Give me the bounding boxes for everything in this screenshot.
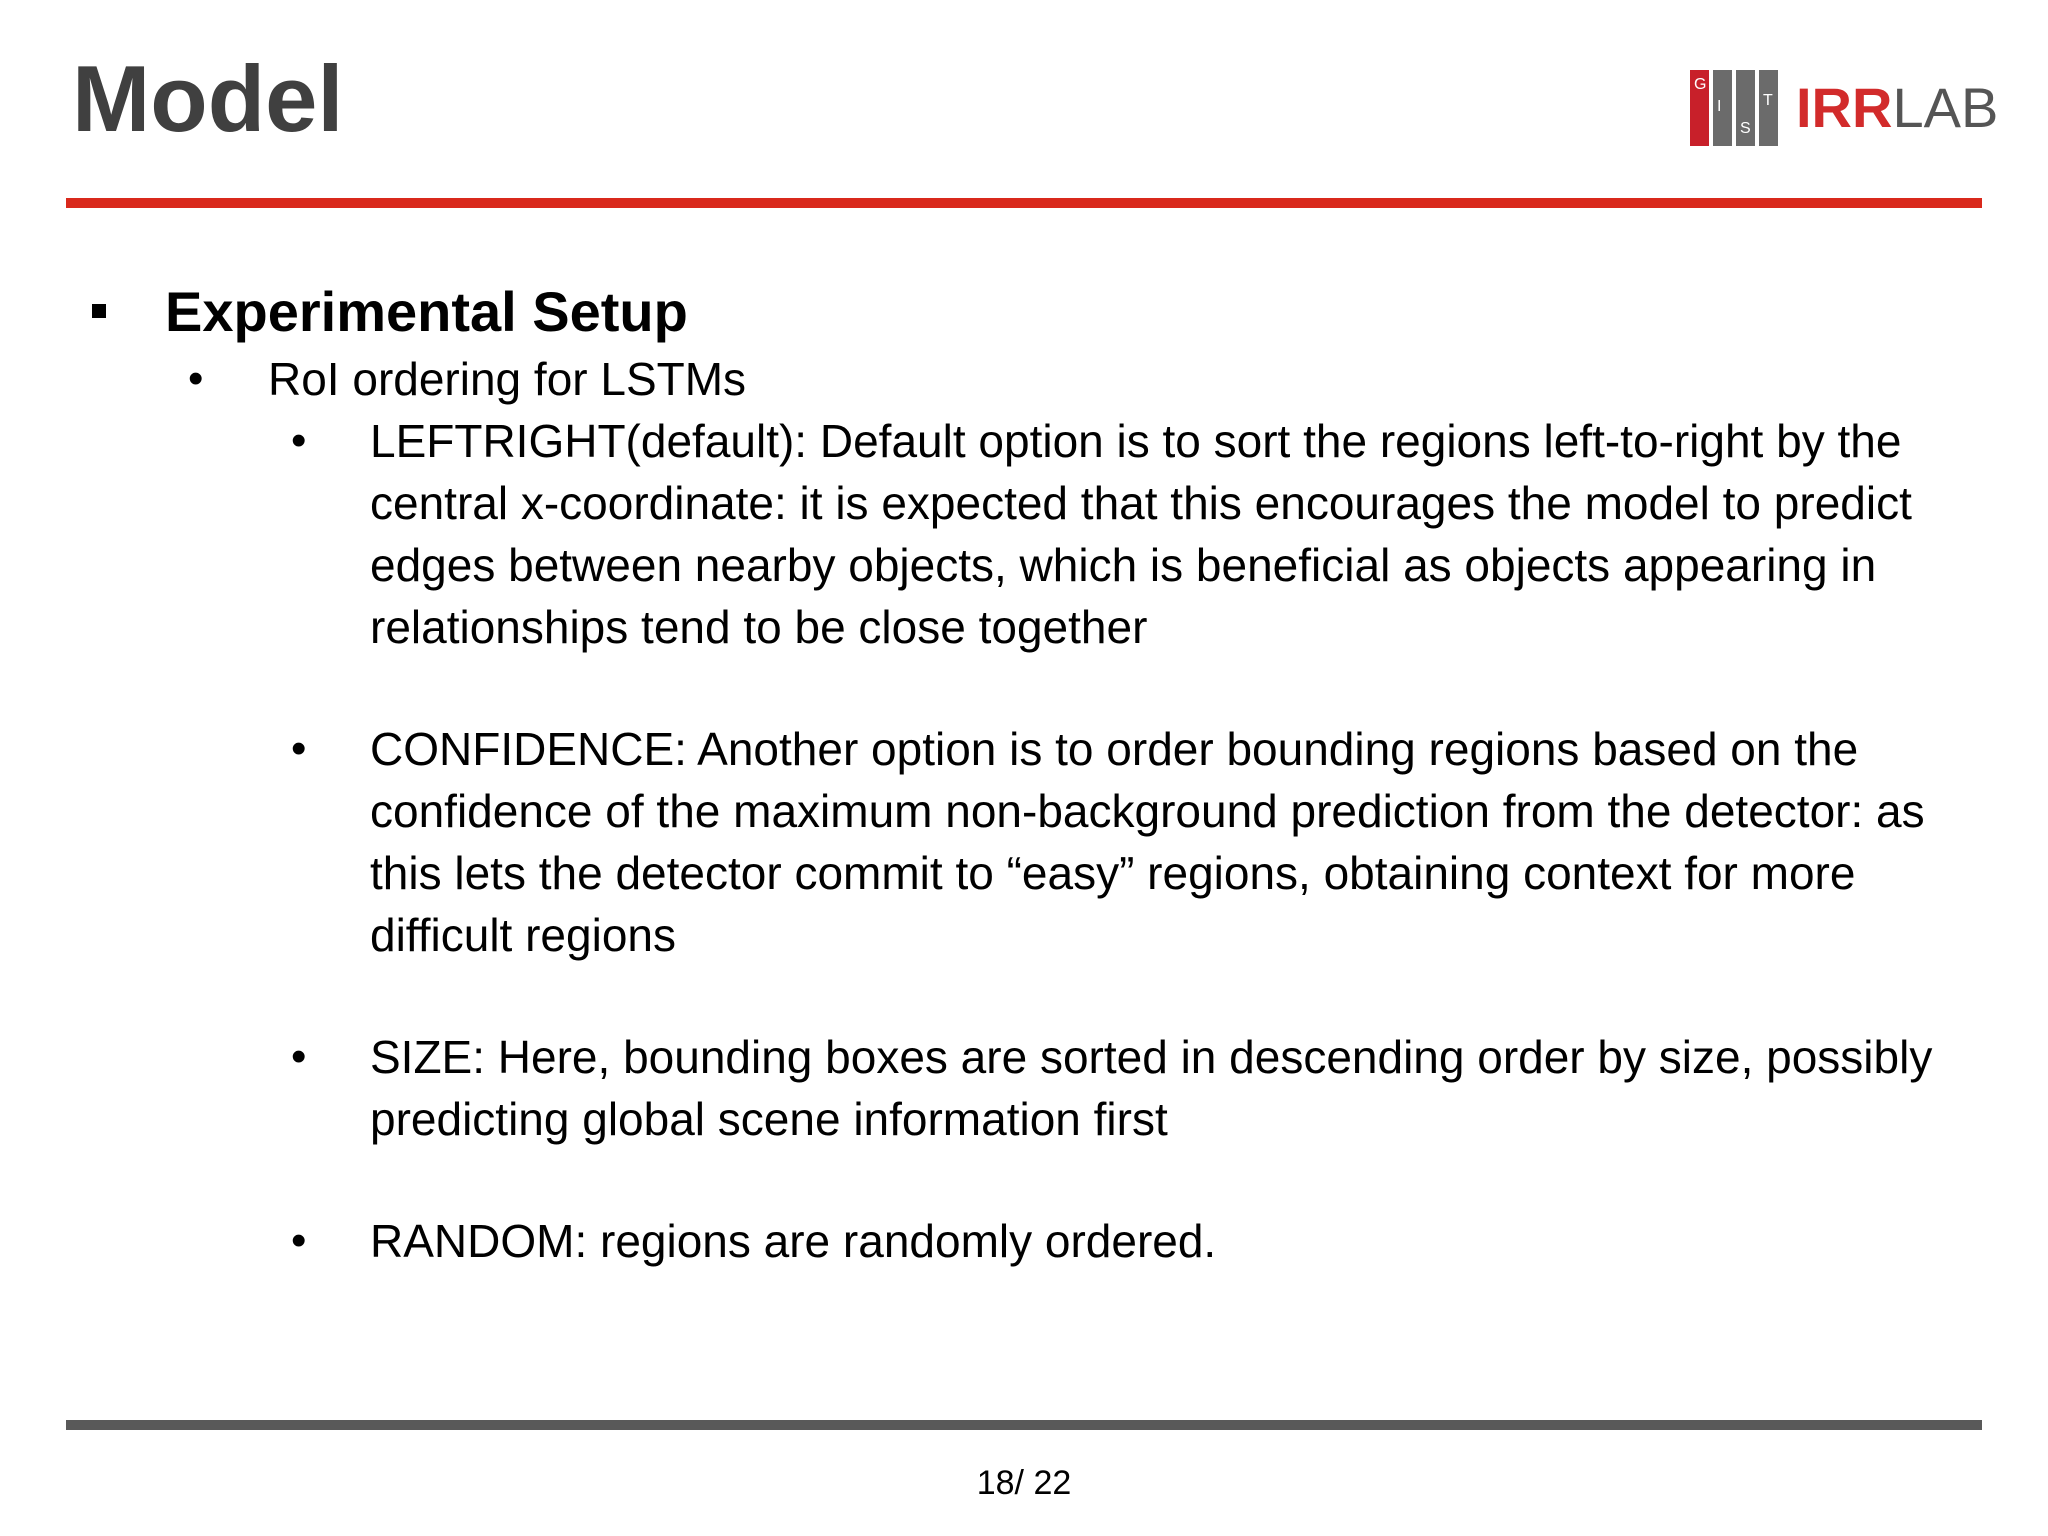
bullet-dot-icon: • <box>291 724 307 773</box>
page-number: 18/ 22 <box>976 1464 1072 1502</box>
logo-bar-g: G <box>1690 70 1709 146</box>
subheading-text: RoI ordering for LSTMs <box>268 353 747 405</box>
irrlab-logo <box>1690 70 1998 146</box>
bullet-dot-icon: • <box>291 1032 307 1081</box>
title-divider <box>66 198 1982 208</box>
logo-text-lab: LAB <box>1892 76 1999 139</box>
slide-title: Model <box>72 46 344 151</box>
section-heading: Experimental Setup <box>165 280 688 343</box>
list-item-text: SIZE: Here, bounding boxes are sorted in descending order by size, possibly predicting global scene information first <box>370 1031 1933 1145</box>
bullet-dot-icon: • <box>188 354 204 403</box>
logo-text-irr: IRR <box>1796 76 1893 139</box>
logo-bar-t: T <box>1759 70 1778 146</box>
logo-bar-i: I <box>1713 70 1732 146</box>
logo-wordmark <box>1796 70 1998 146</box>
footer-divider <box>66 1420 1982 1430</box>
gist-logo-mark <box>1690 70 1778 146</box>
square-bullet-icon <box>92 304 106 318</box>
bullet-dot-icon: • <box>291 416 307 465</box>
bullet-dot-icon: • <box>291 1216 307 1265</box>
list-item-text: CONFIDENCE: Another option is to order bounding regions based on the confidence of the maximum non-background prediction from the detector: as this lets the detector commit to “easy” regions, obtaining context for more difficult regions <box>370 723 1925 961</box>
list-item-text: LEFTRIGHT(default): Default option is to sort the regions left-to-right by the central x-coordinate: it is expected that this encourages the model to predict edges between nearby objects, which is beneficial as objects appearing in relationships tend to be close together <box>370 415 1912 653</box>
logo-bar-s: S <box>1736 70 1755 146</box>
list-item-text: RANDOM: regions are randomly ordered. <box>370 1215 1217 1267</box>
